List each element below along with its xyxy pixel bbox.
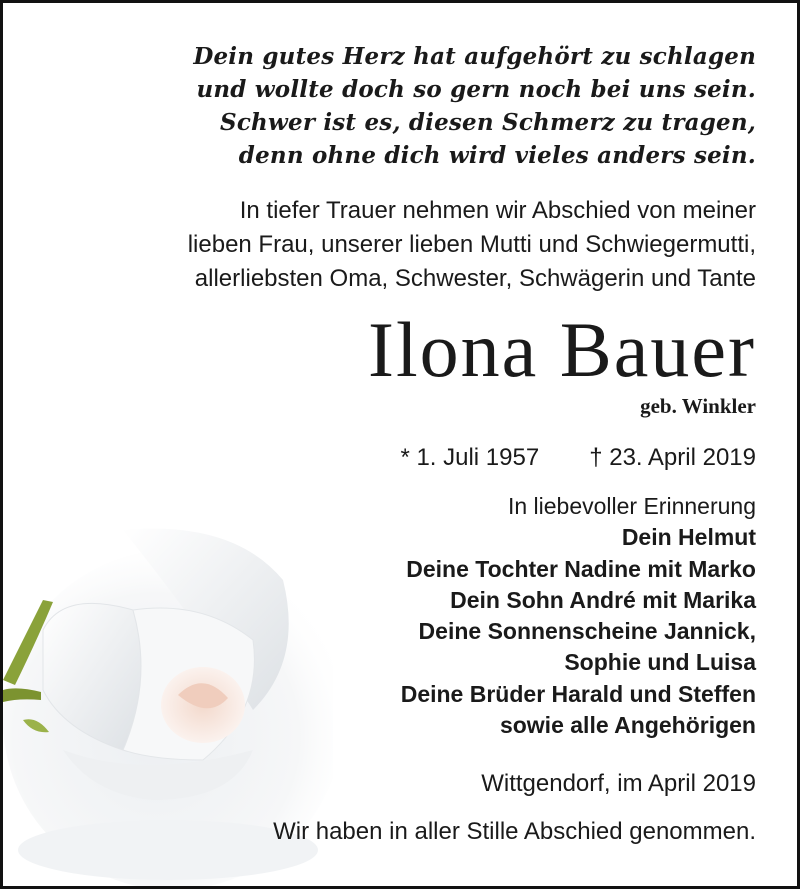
- mourner-line: Sophie und Luisa: [564, 649, 756, 676]
- life-dates: [400, 442, 756, 474]
- death-date: † 23. April 2019: [589, 444, 756, 471]
- mourner-line: Deine Tochter Nadine mit Marko: [406, 555, 756, 582]
- poem-line: und wollte doch so gern noch bei uns sein.: [196, 76, 756, 103]
- poem-line: Dein gutes Herz hat aufgehört zu schlagen: [193, 43, 756, 70]
- place-date: Wittgendorf, im April 2019: [481, 770, 756, 797]
- deceased-name: Ilona Bauer: [367, 306, 756, 393]
- closing-line: Wir haben in aller Stille Abschied genommen.: [273, 818, 756, 845]
- poem: [193, 40, 756, 172]
- mourner-line: Dein Sohn André mit Marika: [450, 586, 756, 613]
- mourner-line: Deine Sonnenscheine Jannick,: [418, 618, 756, 645]
- birth-date: * 1. Juli 1957: [400, 444, 540, 471]
- mourner-line: sowie alle Angehörigen: [499, 712, 756, 739]
- poem-line: Schwer ist es, diesen Schmerz zu tragen,: [220, 109, 756, 136]
- intro-line: lieben Frau, unserer lieben Mutti und Schwiegermutti,: [187, 231, 756, 258]
- maiden-name: geb. Winkler: [640, 394, 756, 418]
- mourners-lead: In liebevoller Erinnerung: [507, 493, 756, 519]
- poem-line: denn ohne dich wird vieles anders sein.: [238, 142, 756, 169]
- intro-line: In tiefer Trauer nehmen wir Abschied von meiner: [239, 197, 756, 224]
- intro-line: allerliebsten Oma, Schwester, Schwägerin und Tante: [194, 265, 756, 292]
- mourner-line: Dein Helmut: [621, 524, 756, 551]
- intro-text: [188, 194, 756, 296]
- mourners-list: [401, 491, 756, 741]
- mourner-line: Deine Brüder Harald und Steffen: [400, 680, 756, 707]
